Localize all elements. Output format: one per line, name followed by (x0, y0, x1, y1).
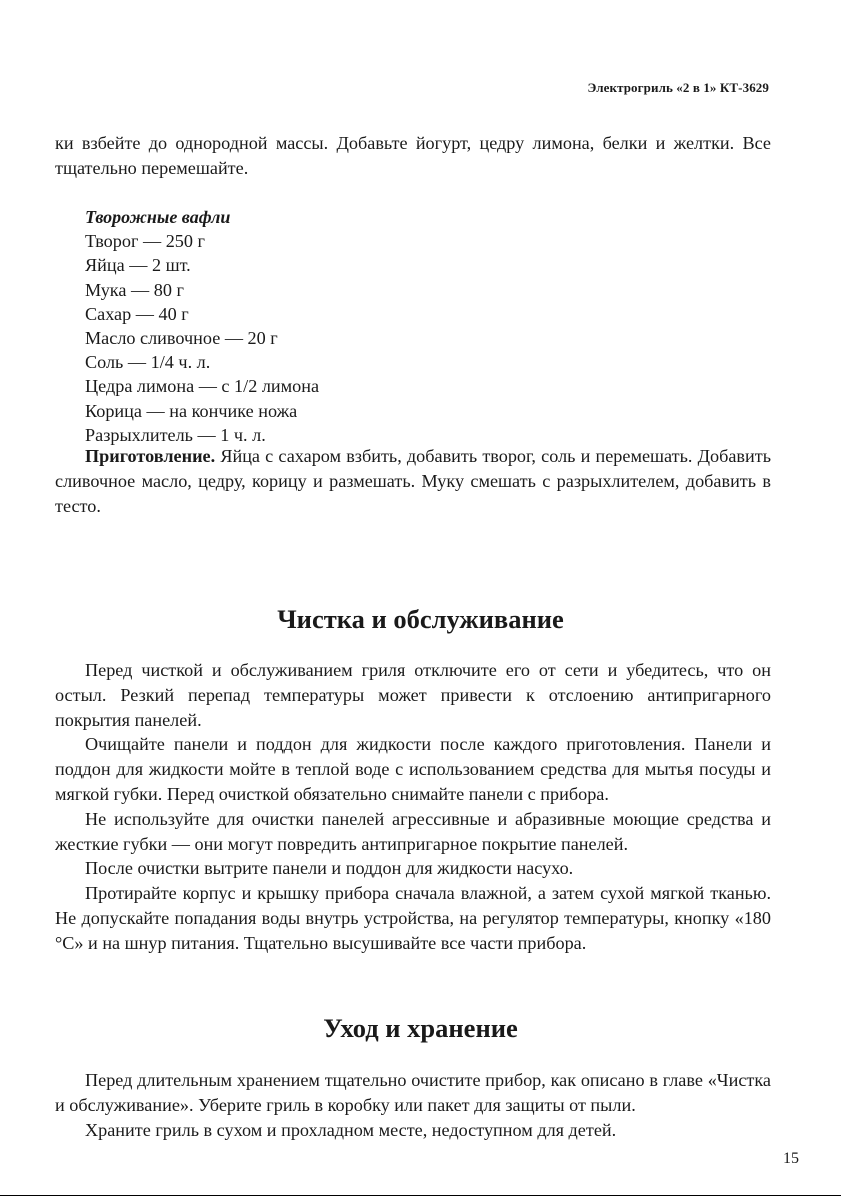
ingredient-item: Масло сливочное — 20 г (85, 328, 278, 349)
preparation-label: Приготовление. (85, 446, 216, 466)
intro-paragraph: ки взбейте до однородной массы. Добавьте йогурт, цедру лимона, белки и желтки. Все тщательно перемешайте. (55, 133, 771, 178)
page-number: 15 (783, 1150, 799, 1167)
recipe-title: Творожные вафли (85, 207, 231, 227)
section-title-storage: Уход и хранение (323, 1013, 518, 1043)
cleaning-paragraph: Не используйте для очистки панелей агрессивные и абразивные моющие средства и жесткие губки — они могут повредить антипригарное покрытие панелей. (55, 808, 771, 854)
ingredient-item: Яйца — 2 шт. (85, 255, 191, 276)
bottom-rule (0, 1195, 841, 1196)
cleaning-paragraph: Очищайте панели и поддон для жидкости после каждого приготовления. Панели и поддон для жидкости мойте в теплой воде с использованием средства для мытья посуды и мягкой губки. Перед очисткой обязательно снимайте панели с прибора. (55, 734, 771, 804)
recipe-block (85, 205, 319, 447)
storage-paragraph: Перед длительным хранением тщательно очистите прибор, как описано в главе «Чистка и обслуживание». Уберите гриль в коробку или пакет для защиты от пыли. (55, 1070, 771, 1115)
section-title-cleaning: Чистка и обслуживание (277, 604, 564, 634)
cleaning-paragraph: После очистки вытрите панели и поддон для жидкости насухо. (85, 858, 574, 879)
ingredient-item: Мука — 80 г (85, 279, 184, 300)
ingredient-item: Творог — 250 г (85, 231, 205, 252)
cleaning-paragraph: Перед чисткой и обслуживанием гриля отключите его от сети и убедитесь, что он остыл. Резкий перепад температуры может привести к отслоению антипригарного покрытия панелей. (55, 660, 771, 730)
storage-paragraph: Храните гриль в сухом и прохладном месте, недоступном для детей. (85, 1119, 617, 1140)
intro-paragraph-block (55, 131, 771, 181)
preparation-block (55, 444, 771, 518)
cleaning-paragraph: Протирайте корпус и крышку прибора сначала влажной, а затем сухой мягкой тканью. Не допускайте попадания воды внутрь устройства, на регулятор температуры, кнопку «180 °С» и на шнур питания. Тщательно высушивайте все части прибора. (55, 883, 771, 953)
ingredient-item: Разрыхлитель — 1 ч. л. (85, 424, 266, 445)
running-header: Электрогриль «2 в 1» КТ-3629 (587, 80, 769, 95)
preparation-text: Яйца с сахаром взбить, добавить творог, соль и перемешать. Добавить сливочное масло, цедру, корицу и размешать. Муку смешать с разрыхлителем, добавить в тесто. (55, 446, 771, 516)
ingredient-item: Цедра лимона — с 1/2 лимона (85, 376, 320, 397)
storage-section-body (55, 1068, 771, 1142)
cleaning-section-body (55, 658, 771, 956)
ingredient-item: Сахар — 40 г (85, 303, 189, 324)
ingredient-item: Соль — 1/4 ч. л. (85, 352, 211, 373)
preparation-paragraph (55, 444, 771, 518)
ingredient-item: Корица — на кончике ножа (85, 400, 298, 421)
